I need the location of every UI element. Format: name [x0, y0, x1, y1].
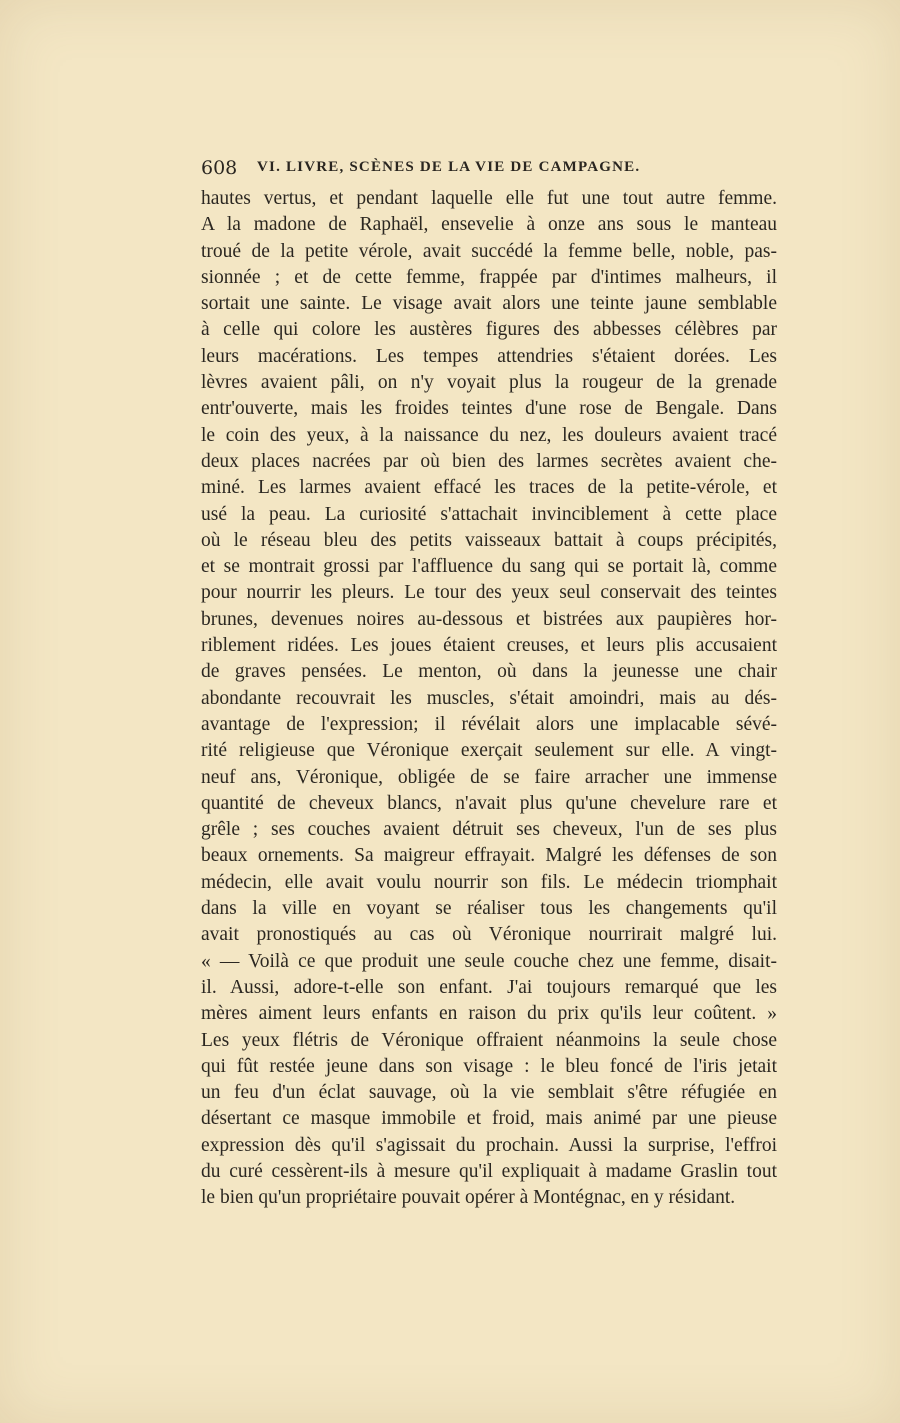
text-line: quantité de cheveux blancs, n'avait plus qu'une chevelure rare et: [201, 792, 777, 814]
text-line: avantage de l'expression; il révélait alors une implacable sévé-: [201, 713, 777, 735]
text-line: Les yeux flétris de Véronique offraient néanmoins la seule chose: [201, 1029, 777, 1051]
text-line: et se montrait grossi par l'affluence du sang qui se portait là, comme: [201, 556, 777, 578]
text-line: il. Aussi, adore-t-elle son enfant. J'ai toujours remarqué que les: [201, 976, 777, 998]
text-line: rité religieuse que Véronique exerçait seulement sur elle. A vingt-: [201, 740, 777, 762]
text-line: le bien qu'un propriétaire pouvait opérer à Montégnac, en y résidant.: [201, 1187, 736, 1209]
text-line: avait pronostiqués au cas où Véronique nourrirait malgré lui.: [201, 924, 777, 946]
body-text: [201, 186, 777, 1212]
text-line: expression dès qu'il s'agissait du prochain. Aussi la surprise, l'effroi: [201, 1134, 777, 1156]
text-line: A la madone de Raphaël, ensevelie à onze ans sous le manteau: [201, 214, 777, 236]
text-line: beaux ornements. Sa maigreur effrayait. Malgré les défenses de son: [201, 845, 777, 867]
text-line: sortait une sainte. Le visage avait alors une teinte jaune semblable: [201, 293, 777, 315]
text-line: un feu d'un éclat sauvage, où la vie semblait s'être réfugiée en: [201, 1082, 777, 1104]
text-line: pour nourrir les pleurs. Le tour des yeux seul conservait des teintes: [201, 582, 777, 604]
text-line: troué de la petite vérole, avait succédé la femme belle, noble, pas-: [201, 240, 777, 262]
text-line: grêle ; ses couches avaient détruit ses cheveux, l'un de ses plus: [201, 819, 777, 841]
text-line: mères aiment leurs enfants en raison du prix qu'ils leur coûtent. »: [201, 1003, 777, 1025]
text-line: désertant ce masque immobile et froid, mais animé par une pieuse: [201, 1108, 777, 1130]
text-line: leurs macérations. Les tempes attendries s'étaient dorées. Les: [201, 345, 777, 367]
text-line: brunes, devenues noires au-dessous et bistrées aux paupières hor-: [201, 608, 777, 630]
text-line: médecin, elle avait voulu nourrir son fils. Le médecin triomphait: [201, 871, 777, 893]
text-line: riblement ridées. Les joues étaient creuses, et leurs plis accusaient: [201, 635, 777, 657]
text-line: miné. Les larmes avaient effacé les traces de la petite-vérole, et: [201, 477, 777, 499]
text-line: de graves pensées. Le menton, où dans la jeunesse une chair: [201, 661, 777, 683]
text-line: neuf ans, Véronique, obligée de se faire arracher une immense: [201, 766, 777, 788]
text-line: abondante recouvrait les muscles, s'était amoindri, mais au dés-: [201, 687, 777, 709]
text-line: entr'ouverte, mais les froides teintes d'une rose de Bengale. Dans: [201, 398, 777, 420]
page-number: 608: [201, 157, 238, 179]
text-line: où le réseau bleu des petits vaisseaux battait à coups précipités,: [201, 529, 777, 551]
text-line: hautes vertus, et pendant laquelle elle fut une tout autre femme.: [201, 188, 777, 209]
text-line: à celle qui colore les austères figures des abbesses célèbres par: [201, 319, 777, 341]
text-line: dans la ville en voyant se réaliser tous les changements qu'il: [201, 898, 777, 920]
text-line: usé la peau. La curiosité s'attachait invinciblement à cette place: [201, 503, 777, 525]
text-line: lèvres avaient pâli, on n'y voyait plus la rougeur de la grenade: [201, 372, 777, 394]
page-header: [201, 155, 777, 185]
text-line: deux places nacrées par où bien des larmes secrètes avaient che-: [201, 450, 777, 472]
text-line: du curé cessèrent-ils à mesure qu'il expliquait à madame Graslin tout: [201, 1160, 777, 1182]
text-line: qui fût restée jeune dans son visage : le bleu foncé de l'iris jetait: [201, 1055, 777, 1077]
text-line: sionnée ; et de cette femme, frappée par d'intimes malheurs, il: [201, 266, 777, 288]
text-line: « — Voilà ce que produit une seule couche chez une femme, disait-: [201, 950, 777, 972]
running-head: VI. LIVRE, SCÈNES DE LA VIE DE CAMPAGNE.: [257, 159, 641, 175]
text-line: le coin des yeux, à la naissance du nez, les douleurs avaient tracé: [201, 424, 777, 446]
